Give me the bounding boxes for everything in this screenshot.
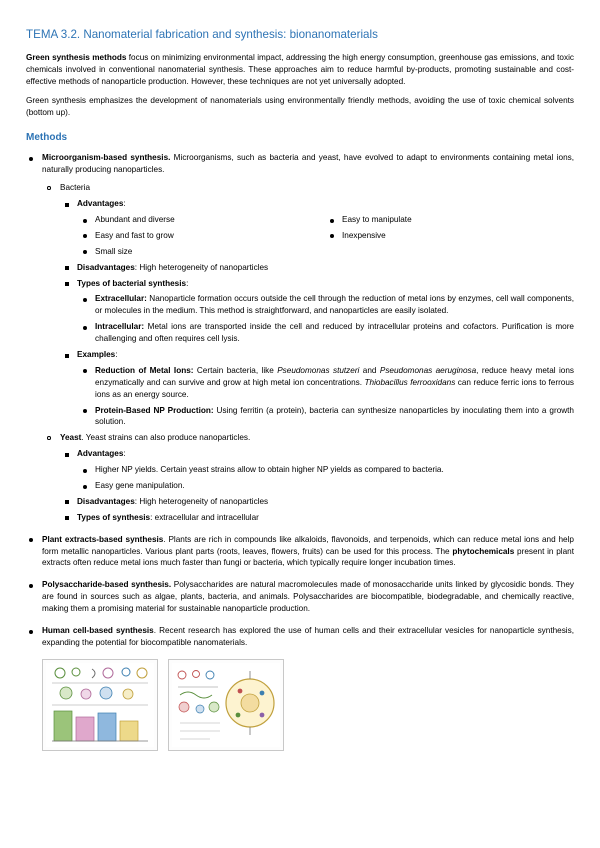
list-item-bacteria-disadvantages (62, 262, 574, 274)
bacteria-advantages-columns (26, 214, 574, 262)
examples-label: Examples (77, 350, 116, 360)
figure-cell-nanoparticle-diagram (168, 659, 284, 751)
list-item-examples (62, 349, 574, 361)
methods-list (26, 152, 574, 648)
yeast-label: Yeast (60, 433, 82, 443)
extracellular-text: Nanoparticle formation occurs outside the cell through the reduction of metal ions by enzymes, cell wall components, or molecules in the medium. This method is straightforward, and nanoparticles are easily isolated. (95, 294, 574, 316)
bacteria-advantages-label: Advantages (77, 199, 124, 209)
types-bacterial-synthesis-colon: : (186, 278, 189, 288)
yeast-disadvantages-text: : High heterogeneity of nanoparticles (134, 496, 269, 506)
types-bacterial-synthesis-label: Types of bacterial synthesis (77, 278, 187, 288)
example1-italic-species-1: Pseudomonas stutzeri (277, 365, 360, 375)
yeast-advantages-label: Advantages (77, 449, 124, 459)
intro-paragraph-1 (26, 52, 574, 88)
list-item-yeast-disadvantages (62, 496, 574, 508)
list-item-example-reduction-metal-ions (80, 365, 574, 401)
list-item: Easy gene manipulation. (80, 480, 574, 492)
intro-paragraph-1-text: focus on minimizing environmental impact, addressing the high energy consumption, greenhouse gas emissions, and toxic chemicals involved in conventional nanomaterial synthesis. These approaches aim to reduce harmful by-products, promoting sustainable and cost-effective methods of nanoparticle production. However, these techniques are not yet universally adopted. (26, 53, 574, 87)
extracellular-label: Extracellular: (95, 294, 147, 304)
example1-part4: can reduce ferric ions to ferrous ions as an energy source. (95, 377, 574, 399)
green-synthesis-schematic-graphic (46, 663, 154, 747)
example1-part2: and (359, 365, 380, 375)
polysaccharide-label: Polysaccharide-based synthesis. (42, 580, 172, 590)
page-title: TEMA 3.2. Nanomaterial fabrication and synthesis: bionanomaterials (26, 28, 378, 41)
plant-label: Plant extracts-based synthesis (42, 534, 164, 544)
list-item-bacteria-advantages (62, 198, 574, 210)
plant-bold-phytochemicals: phytochemicals (452, 546, 515, 556)
figure-group (42, 659, 574, 751)
polysaccharide-text: Polysaccharides are natural macromolecules made of monosaccharide units linked by glycosidic bonds. They are found in sources such as algae, plants, bacteria, and animals. Polysaccharides are biocompatible, biodegradable, and chemically reactive, making them a promising material for sustainable nanoparticle production. (42, 580, 574, 614)
list-item-intracellular (80, 321, 574, 345)
list-item-types-bacterial-synthesis (62, 278, 574, 290)
advantages-column-left (80, 214, 327, 262)
example1-italic-species-3: Thiobacillus ferrooxidans (364, 377, 456, 387)
list-item-yeast-types (62, 512, 574, 524)
intracellular-text: Metal ions are transported inside the cell and reduced by intracellular proteins and cofactors. Purification is more challenging and often requires cell lysis. (95, 322, 574, 344)
list-item-human-cell (26, 625, 574, 649)
list-item-example-protein-based-np (80, 405, 574, 429)
advantages-column-right (327, 214, 574, 262)
list-item: Easy to manipulate (327, 214, 574, 226)
bacteria-label: Bacteria (60, 183, 91, 193)
yeast-disadvantages-label: Disadvantages (77, 496, 135, 506)
bacteria-advantages-colon: : (123, 199, 126, 209)
plant-text-2: present in plant extracts often reduce metal ions much faster than fungi or bacteria, which typically require longer incubation times. (42, 546, 575, 568)
example1-italic-species-2: Pseudomonas aeruginosa (379, 365, 477, 375)
list-item: Higher NP yields. Certain yeast strains allow to obtain higher NP yields as compared to bacteria. (80, 464, 574, 476)
yeast-types-text: : extracellular and intracellular (150, 512, 259, 522)
figure-green-synthesis-schematic (42, 659, 158, 751)
example1-part3: , reduce heavy metal ions enzymatically and can survive and grow at high metal ion concentrations. (95, 365, 575, 387)
list-item-plant-extracts (26, 534, 574, 570)
example1-part1: Certain bacteria, like (193, 365, 278, 375)
yeast-text: . Yeast strains can also produce nanoparticles. (81, 433, 251, 443)
intro-paragraph-2: Green synthesis emphasizes the development of nanomaterials using environmentally friendly methods, avoiding the use of toxic chemical solvents (bottom up). (26, 96, 574, 118)
yeast-advantages-colon: : (123, 449, 126, 459)
example2-text: Using ferritin (a protein), bacteria can synthesize nanoparticles by inoculating them into a growth solution. (95, 405, 574, 427)
example1-label: Reduction of Metal Ions: (95, 365, 194, 375)
human-cell-text: . Recent research has explored the use of human cells and their extracellular vesicles for nanoparticle synthesis, expanding the potential for biocompatible nanomaterials. (42, 626, 574, 647)
human-cell-label: Human cell-based synthesis (42, 626, 154, 636)
list-item: Easy and fast to grow (80, 230, 327, 242)
advantages-two-column-layout (80, 214, 574, 262)
intro-bold-lead: Green synthesis methods (26, 53, 127, 63)
intracellular-label: Intracellular: (95, 322, 145, 332)
microorganism-text: Microorganisms, such as bacteria and yeast, have evolved to adapt to environments containing metal ions, naturally producing nanoparticles. (42, 153, 574, 175)
list-item-bacteria (44, 182, 574, 194)
list-item-extracellular (80, 293, 574, 317)
list-item: Abundant and diverse (80, 214, 327, 226)
example2-label: Protein-Based NP Production: (95, 405, 214, 415)
list-item-microorganism (26, 152, 574, 176)
examples-colon: : (115, 350, 118, 360)
list-item: Small size (80, 246, 327, 258)
list-item-polysaccharide (26, 579, 574, 615)
list-item-yeast-advantages (62, 448, 574, 460)
list-item-yeast (44, 432, 574, 444)
section-heading-methods: Methods (26, 131, 68, 143)
list-item: Inexpensive (327, 230, 574, 242)
cell-nanoparticle-diagram-graphic (172, 663, 280, 747)
microorganism-label: Microorganism-based synthesis. (42, 153, 171, 163)
plant-text-1: . Plants are rich in compounds like alkaloids, flavonoids, and terpenoids, which can reduce metal ions and help form metallic nanoparticles. Various plant parts (roots, leaves, flowers, fruits) can be used for this process. The (42, 534, 574, 556)
bacteria-disadvantages-label: Disadvantages (77, 262, 135, 272)
bacteria-disadvantages-text: : High heterogeneity of nanoparticles (134, 262, 269, 272)
yeast-types-label: Types of synthesis (77, 512, 151, 522)
